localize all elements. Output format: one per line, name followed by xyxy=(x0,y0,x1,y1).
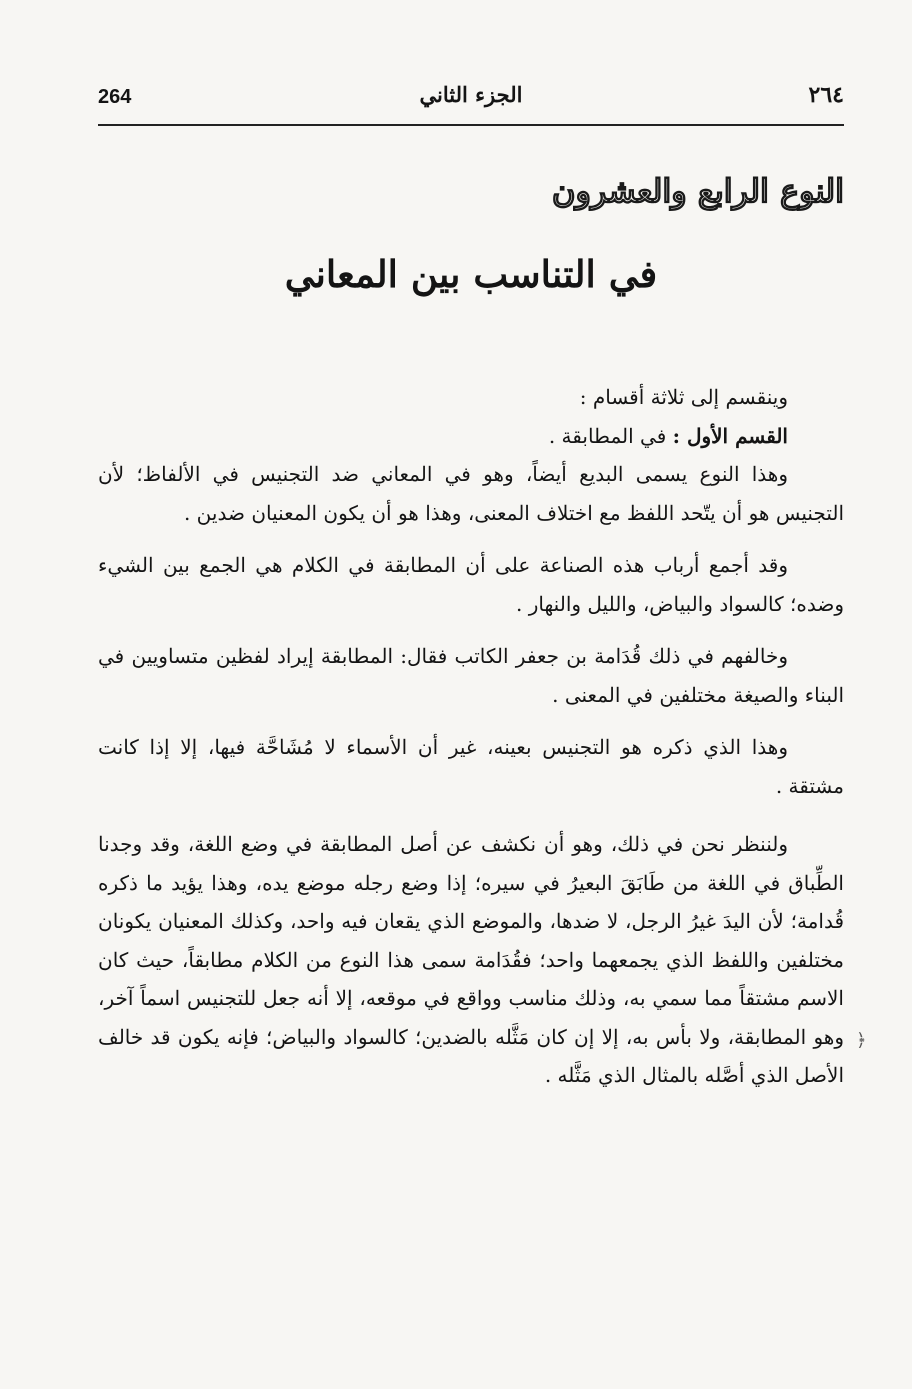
running-head: الجزء الثاني xyxy=(419,82,523,107)
page-number-latin: 264 xyxy=(98,86,132,108)
chapter-title: في التناسب بين المعاني xyxy=(284,252,658,296)
paragraph: وهذا النوع يسمى البديع أيضاً، وهو في المعاني ضد التجنيس في الألفاظ؛ لأن التجنيس هو أن يتّحد اللفظ مع اختلاف المعنى، وهذا هو أن يكون المعنيان ضدين . xyxy=(98,462,844,525)
paragraph: ولننظر نحن في ذلك، وهو أن نكشف عن أصل المطابقة في وضع اللغة، وقد وجدنا الطِّباق في اللغة من طَابَقَ البعيرُ في سيره؛ إذا وضع رجله موضع يده، وهذا يؤيد ما ذكره قُدامة؛ لأن اليدَ غيرُ الرجل، لا ضدها، والموضع الذي يقعان فيه واحد، وكذلك المعنيان يكونان مختلفين واللفظ الذي يجمعهما واحد؛ فقُدَامة سمى هذا النوع من الكلام مطابقاً، حيث كان الاسم مشتقاً مما سمي به، وذلك مناسب وواقع في موقعه، إلا أنه جعل للتجنيس اسماً آخر، وهو المطابقة، ولا بأس به، إلا إن كان مَثَّله بالضدين؛ كالسواد والبياض؛ فإنه يكون قد خالف الأصل الذي أصَّله بالمثال الذي مَثَّله . xyxy=(98,832,844,1087)
paragraph: وقد أجمع أرباب هذه الصناعة على أن المطابقة في الكلام هي الجمع بين الشيء وضده؛ كالسواد والبياض، والليل والنهار . xyxy=(98,553,844,616)
section1-heading xyxy=(98,417,844,456)
section1-label: القسم الأول : xyxy=(672,423,788,448)
paragraph: وهذا الذي ذكره هو التجنيس بعينه، غير أن الأسماء لا مُشَاحَّة فيها، إلا إذا كانت مشتقة . xyxy=(98,735,844,798)
section1-text: في المطابقة . xyxy=(548,423,673,448)
body-text xyxy=(98,378,844,1095)
chapter-label: النوع الرابع والعشرون xyxy=(551,172,844,210)
margin-mark: ﴿ xyxy=(856,1030,867,1051)
paragraph: وخالفهم في ذلك قُدَامة بن جعفر الكاتب فقال: المطابقة إيراد لفظين متساويين في البناء والصيغة مختلفين في المعنى . xyxy=(98,644,844,707)
page-header xyxy=(98,82,844,126)
page-number-arabic: ٢٦٤ xyxy=(808,82,844,108)
intro-paragraph: وينقسم إلى ثلاثة أقسام : xyxy=(579,385,788,409)
